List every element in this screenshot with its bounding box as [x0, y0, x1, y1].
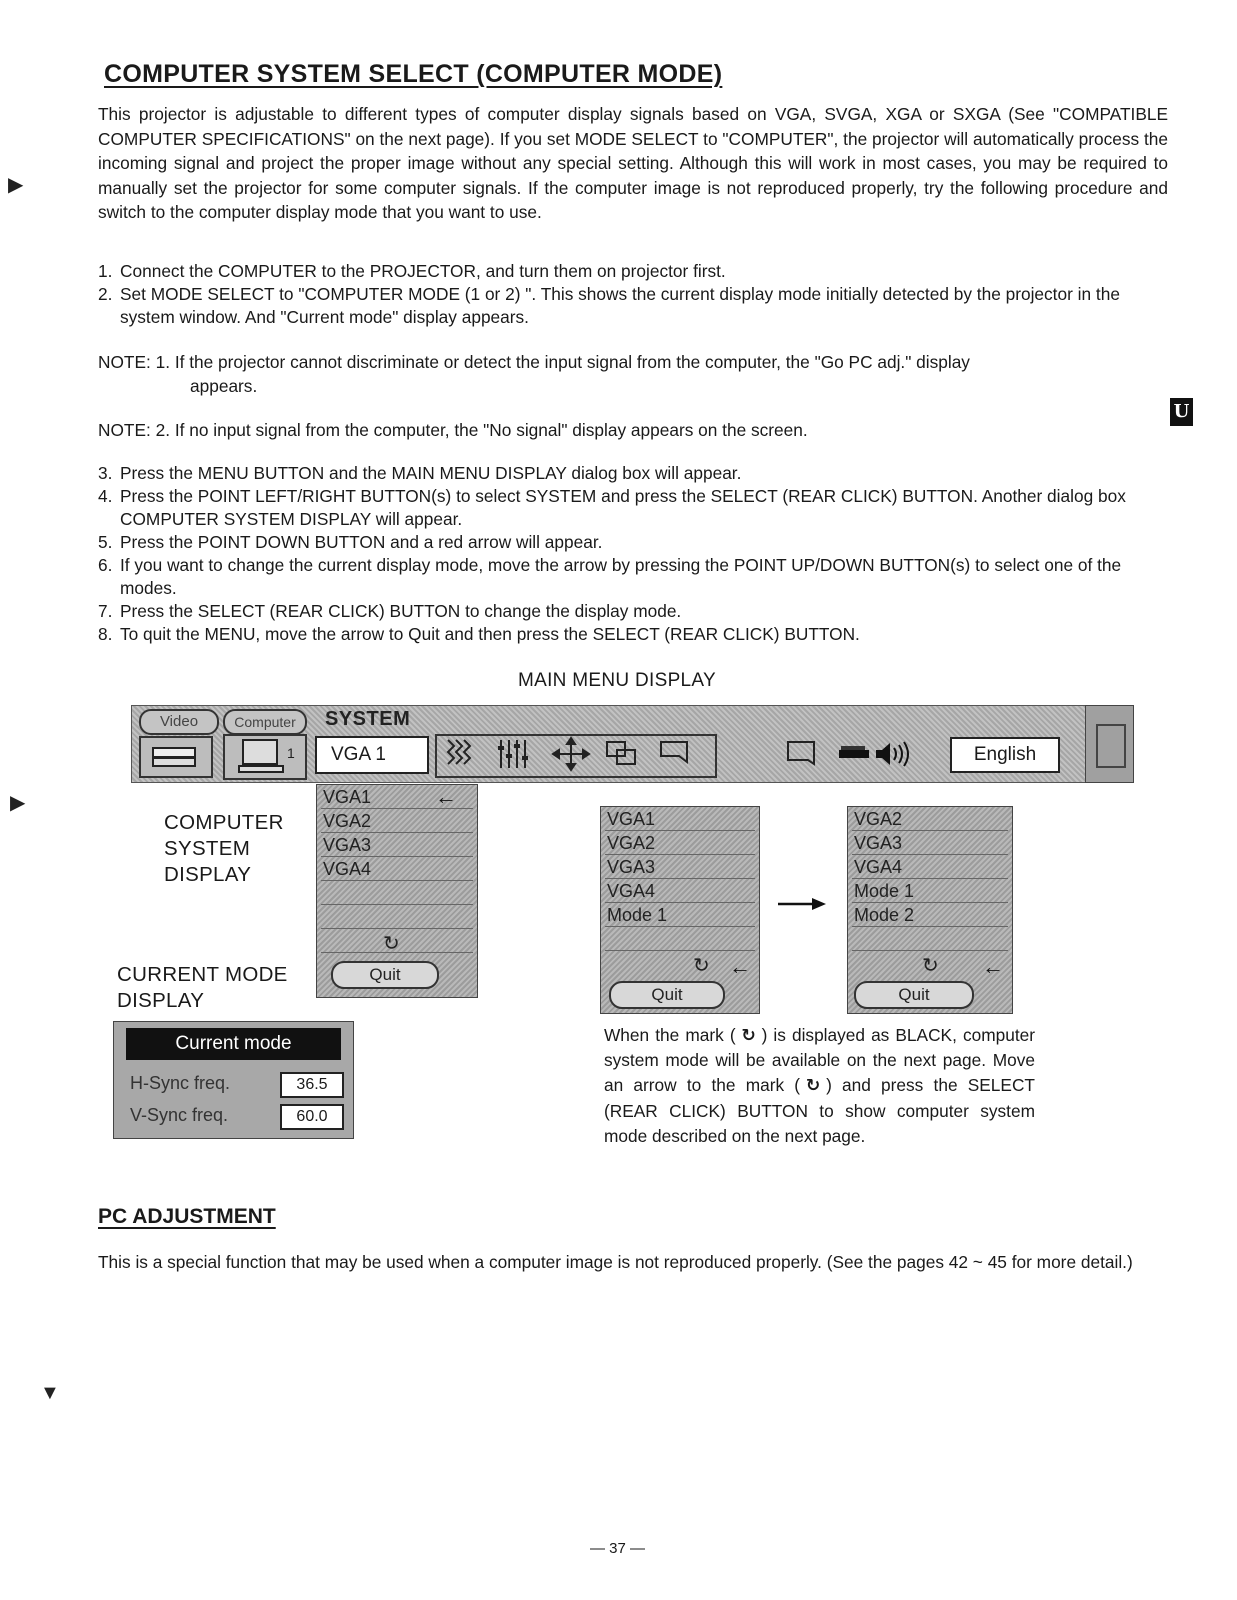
binder-mark-icon: ▶ [8, 174, 24, 196]
note-1-lead: NOTE: 1. If the projector cannot discriminate or detect the input signal from the computer, the "Go PC adj." display [98, 352, 970, 372]
list-item[interactable]: VGA2 [321, 811, 473, 833]
mode-list-before [600, 806, 760, 1014]
tab-video[interactable]: Video [139, 709, 219, 735]
quit-button[interactable]: Quit [331, 961, 439, 989]
list-item-empty[interactable] [321, 883, 473, 905]
computer-source-icon[interactable] [223, 734, 307, 780]
tool-icon-group-frame [435, 734, 717, 778]
list-item-empty[interactable] [852, 929, 1008, 951]
steps-list-b [98, 462, 1170, 646]
svg-text:1: 1 [287, 745, 295, 761]
list-item[interactable]: VGA2 [852, 809, 1008, 831]
note-1 [98, 350, 1170, 398]
section-heading: PC ADJUSTMENT [98, 1205, 276, 1228]
selection-arrow-icon: ← [729, 954, 751, 979]
step-text: If you want to change the current display mode, move the arrow by pressing the POINT UP/DOWN BUTTON(s) to select one of the modes. [120, 555, 1122, 598]
page-number: — 37 — [590, 1540, 646, 1557]
list-item [98, 485, 1170, 531]
list-item [98, 260, 1170, 283]
intro-paragraph: This projector is adjustable to different types of computer display signals based on VGA, SVGA, XGA or SXGA (See "COMPATIBLE COMPUTER SPECIFICATIONS" on the next page). If you set MODE SELECT to "COMPUTER", the projector will automatically process the incoming signal and project the proper image without any special setting. Although this will work in most cases, you may be required to manually set the projector for some computer signals. If the computer image is not reproduced properly, try the following procedure and switch to the computer display mode that you want to use. [98, 104, 1168, 223]
list-item[interactable]: VGA4 [852, 857, 1008, 879]
list-item [98, 623, 1170, 646]
list-item[interactable]: VGA4 [605, 881, 755, 903]
main-menu-caption: MAIN MENU DISPLAY [518, 670, 716, 691]
next-page-mark-icon[interactable]: ↻ [383, 933, 400, 955]
binder-mark-icon: ▼ [40, 1382, 60, 1404]
label-line: COMPUTER [164, 811, 284, 834]
next-page-mark-icon: ↻ [805, 1075, 821, 1096]
list-item[interactable]: VGA4 [321, 859, 473, 881]
selection-arrow-icon: ← [982, 954, 1004, 979]
mode-list-after [847, 806, 1013, 1014]
menu-scroll-end [1085, 705, 1134, 783]
list-item[interactable]: VGA2 [605, 833, 755, 855]
computer-system-panel [316, 784, 478, 998]
binder-mark-icon: ▶ [10, 792, 26, 814]
step-text: Press the SELECT (REAR CLICK) BUTTON to change the display mode. [120, 601, 682, 621]
step-text: Press the POINT DOWN BUTTON and a red arrow will appear. [120, 532, 603, 552]
explanation-part: ) and press the SELECT (REAR CLICK) BUTTON to show computer system mode described on the next page. [604, 1075, 1035, 1146]
step-text: Connect the COMPUTER to the PROJECTOR, and turn them on projector first. [120, 261, 726, 281]
quit-button[interactable]: Quit [609, 981, 725, 1009]
next-page-mark-icon[interactable]: ↻ [922, 955, 939, 977]
current-mode-header: Current mode [126, 1028, 341, 1060]
mark-explanation [604, 1023, 1035, 1149]
system-mode-field[interactable]: VGA 1 [315, 736, 429, 774]
hsync-label: H-Sync freq. [130, 1073, 231, 1093]
hsync-value: 36.5 [280, 1072, 344, 1098]
list-item[interactable]: Mode 1 [605, 905, 755, 927]
step-number: 5. [98, 532, 113, 552]
list-item[interactable]: VGA3 [852, 833, 1008, 855]
list-item [98, 600, 1170, 623]
step-number: 6. [98, 555, 113, 575]
list-item[interactable]: VGA1 [605, 809, 755, 831]
explanation-part: When the mark ( [604, 1025, 736, 1045]
explanation-part: ) is displayed as BLACK, computer system mode will be available on the next page. Move an arrow to the mark ( [604, 1025, 1035, 1096]
page-title: COMPUTER SYSTEM SELECT (COMPUTER MODE) [104, 60, 723, 88]
list-item[interactable]: VGA1 [321, 787, 473, 809]
step-number: 8. [98, 624, 113, 644]
current-mode-box [113, 1021, 354, 1139]
step-text: Press the POINT LEFT/RIGHT BUTTON(s) to select SYSTEM and press the SELECT (REAR CLICK) BUTTON. Another dialog box COMPUTER SYSTEM DISPLAY will appear. [120, 486, 1126, 529]
list-item [98, 462, 1170, 485]
list-item[interactable]: Mode 2 [852, 905, 1008, 927]
list-item[interactable]: Mode 1 [852, 881, 1008, 903]
step-number: 7. [98, 601, 113, 621]
list-item [98, 283, 1170, 329]
current-mode-display-label [117, 962, 288, 1014]
label-line: DISPLAY [164, 863, 252, 886]
transition-arrow-icon [776, 896, 828, 917]
sound-volume-icon[interactable] [870, 736, 916, 772]
blank-screen-icon[interactable] [782, 736, 822, 772]
label-line: CURRENT MODE [117, 963, 288, 986]
step-number: 1. [98, 261, 113, 281]
next-page-mark-icon[interactable]: ↻ [693, 955, 710, 977]
step-text: Set MODE SELECT to "COMPUTER MODE (1 or 2) ". This shows the current display mode initially detected by the projector in the system window. And "Current mode" display appears. [120, 284, 1120, 327]
language-field[interactable]: English [950, 737, 1060, 773]
quit-button[interactable]: Quit [854, 981, 974, 1009]
note-1-cont: appears. [190, 376, 258, 396]
list-item-empty[interactable] [605, 929, 755, 951]
note-2: NOTE: 2. If no input signal from the computer, the "No signal" display appears on the screen. [98, 420, 808, 440]
selection-arrow-icon: ← [435, 784, 457, 809]
projector-setting-icon[interactable] [835, 736, 875, 772]
section-tab-marker: U [1170, 398, 1193, 426]
list-item[interactable]: VGA3 [605, 857, 755, 879]
label-line: DISPLAY [117, 989, 205, 1012]
step-number: 3. [98, 463, 113, 483]
list-item [98, 531, 1170, 554]
video-source-icon[interactable] [139, 736, 213, 778]
tab-computer[interactable]: Computer [223, 709, 307, 735]
next-page-mark-icon: ↻ [741, 1025, 756, 1045]
vsync-label: V-Sync freq. [130, 1105, 229, 1125]
pc-adjustment-text: This is a special function that may be used when a computer image is not reproduced properly. (See the pages 42 ~ 45 for more detail.) [98, 1252, 1133, 1272]
list-item [98, 554, 1170, 600]
vsync-value: 60.0 [280, 1104, 344, 1130]
label-line: SYSTEM [164, 837, 251, 860]
system-menu-label: SYSTEM [325, 708, 411, 730]
list-item[interactable]: VGA3 [321, 835, 473, 857]
step-text: To quit the MENU, move the arrow to Quit and then press the SELECT (REAR CLICK) BUTTON. [120, 624, 860, 644]
step-text: Press the MENU BUTTON and the MAIN MENU DISPLAY dialog box will appear. [120, 463, 742, 483]
step-number: 2. [98, 284, 113, 304]
step-number: 4. [98, 486, 113, 506]
steps-list-a [98, 260, 1170, 329]
list-item-empty[interactable] [321, 907, 473, 929]
computer-system-display-label [164, 810, 284, 888]
